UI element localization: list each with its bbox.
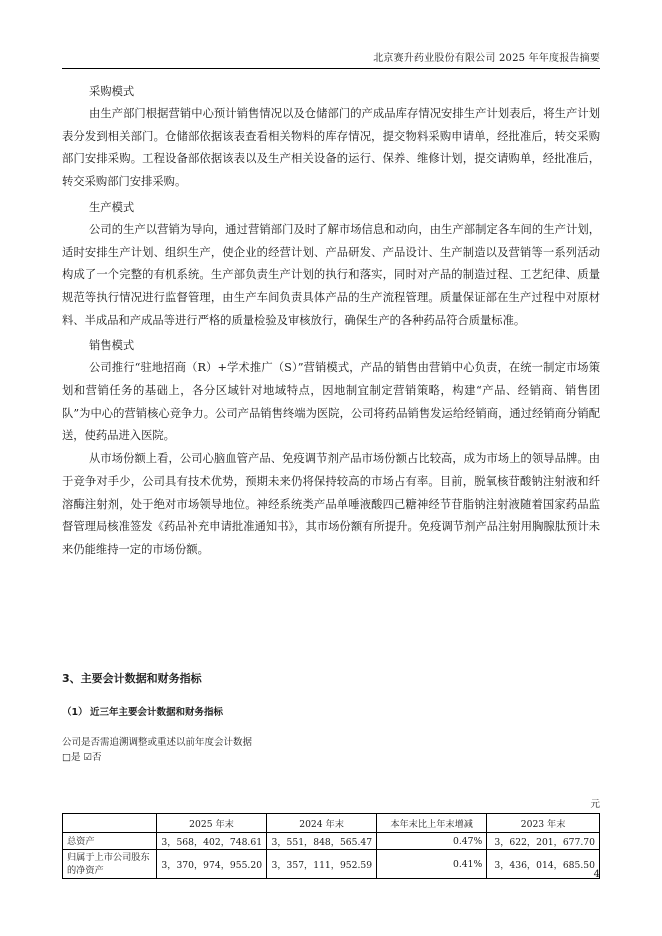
table-header-cell: 2024 年末 [267,814,377,833]
page-number: 4 [593,869,600,880]
table-header-cell: 2025 年末 [156,814,266,833]
table-cell: 3，357，111，952.59 [267,850,377,879]
procurement-paragraph: 由生产部门根据营销中心预计销售情况以及仓储部门的产成品库存情况安排生产计划表后，将生产计划表分发到相关部门。仓储部依据该表查看相关物料的库存情况，提交物料采购申请单，经批准后，转交采购部门安排采购。工程设备部依据该表以及生产相关设备的运行、保养、维修计划，提交请购单，经批准后，转交采购部门安排采购。 [62,107,600,189]
market-share-paragraph: 从市场份额上看，公司心脑血管产品、免疫调节剂产品市场份额占比较高，成为市场上的领导品牌。由于竞争对手少，公司具有技术优势，预期未来仍将保持较高的市场占有率。目前，脱氧核苷酸钠注射液和纤溶酶注射剂，处于绝对市场领导地位。神经系统类产品单唾液酸四己糖神经节苷脂钠注射液随着国家药品监督管理局核准签发《药品补充申请批准通知书》，其市场份额有所提升。免疫调节剂产品注射用胸腺肽预计未来仍能维持一定的市场份额。 [62,452,600,556]
restatement-answer: □是 ☑否 [62,752,102,763]
table-row [63,850,600,879]
table-header-cell [63,814,157,833]
table-cell: 3，370，974，955.20 [156,850,266,879]
currency-unit: 元 [590,799,600,810]
page-header: 北京赛升药业股份有限公司 2025 年年度报告摘要 [62,49,600,69]
table-cell: 0.41% [377,850,487,879]
table-row [63,833,600,850]
sales-heading: 销售模式 [89,339,135,353]
table-header-cell: 本年末比上年末增减 [377,814,487,833]
production-heading: 生产模式 [89,200,135,214]
sales-paragraph: 公司推行“驻地招商（R）+学术推广（S）”营销模式，产品的销售由营销中心负责，在统一制定市场策划和营销任务的基础上，各分区域针对地域特点，因地制宜制定营销策略，构建“产品、经销商、销售团队”为中心的营销核心竞争力。公司产品销售终端为医院，公司将药品销售发运给经销商，通过经销商分销配送，使药品进入医院。 [62,361,600,443]
section-title: 3、主要会计数据和财务指标 [62,672,202,685]
table-cell: 3，568，402，748.61 [156,833,266,850]
table-cell: 3，436，014，685.50 [487,850,600,879]
row-label: 归属于上市公司股东的净资产 [63,850,157,879]
subsection-number: （1） [62,707,88,718]
subsection-title [62,704,223,718]
procurement-heading: 采购模式 [89,85,135,98]
table-cell: 3，551，848，565.47 [267,833,377,850]
subsection-label: 近三年主要会计数据和财务指标 [90,707,224,718]
table-cell: 0.47% [377,833,487,850]
production-paragraph: 公司的生产以营销为导向，通过营销部门及时了解市场信息和动向，由生产部制定各车间的生产计划，适时安排生产计划、组织生产，使企业的经营计划、产品研发、产品设计、生产制造以及营销等一系列活动构成了一个完整的有机系统。生产部负责生产计划的执行和落实，同时对产品的制造过程、工艺纪律、质量规范等执行情况进行监督管理，由生产车间负责具体产品的生产流程管理。质量保证部在生产过程中对原材料、半成品和产成品等进行严格的质量检验及审核放行，确保生产的各种药品符合质量标准。 [62,222,600,327]
row-label: 总资产 [63,833,157,850]
table-header-cell: 2023 年末 [487,814,600,833]
restatement-question: 公司是否需追溯调整或重述以前年度会计数据 [62,737,253,748]
table-cell: 3，622，201，677.70 [487,833,600,850]
table-header-row [63,814,600,833]
financial-data-table [62,813,600,879]
business-model-text [62,81,600,562]
